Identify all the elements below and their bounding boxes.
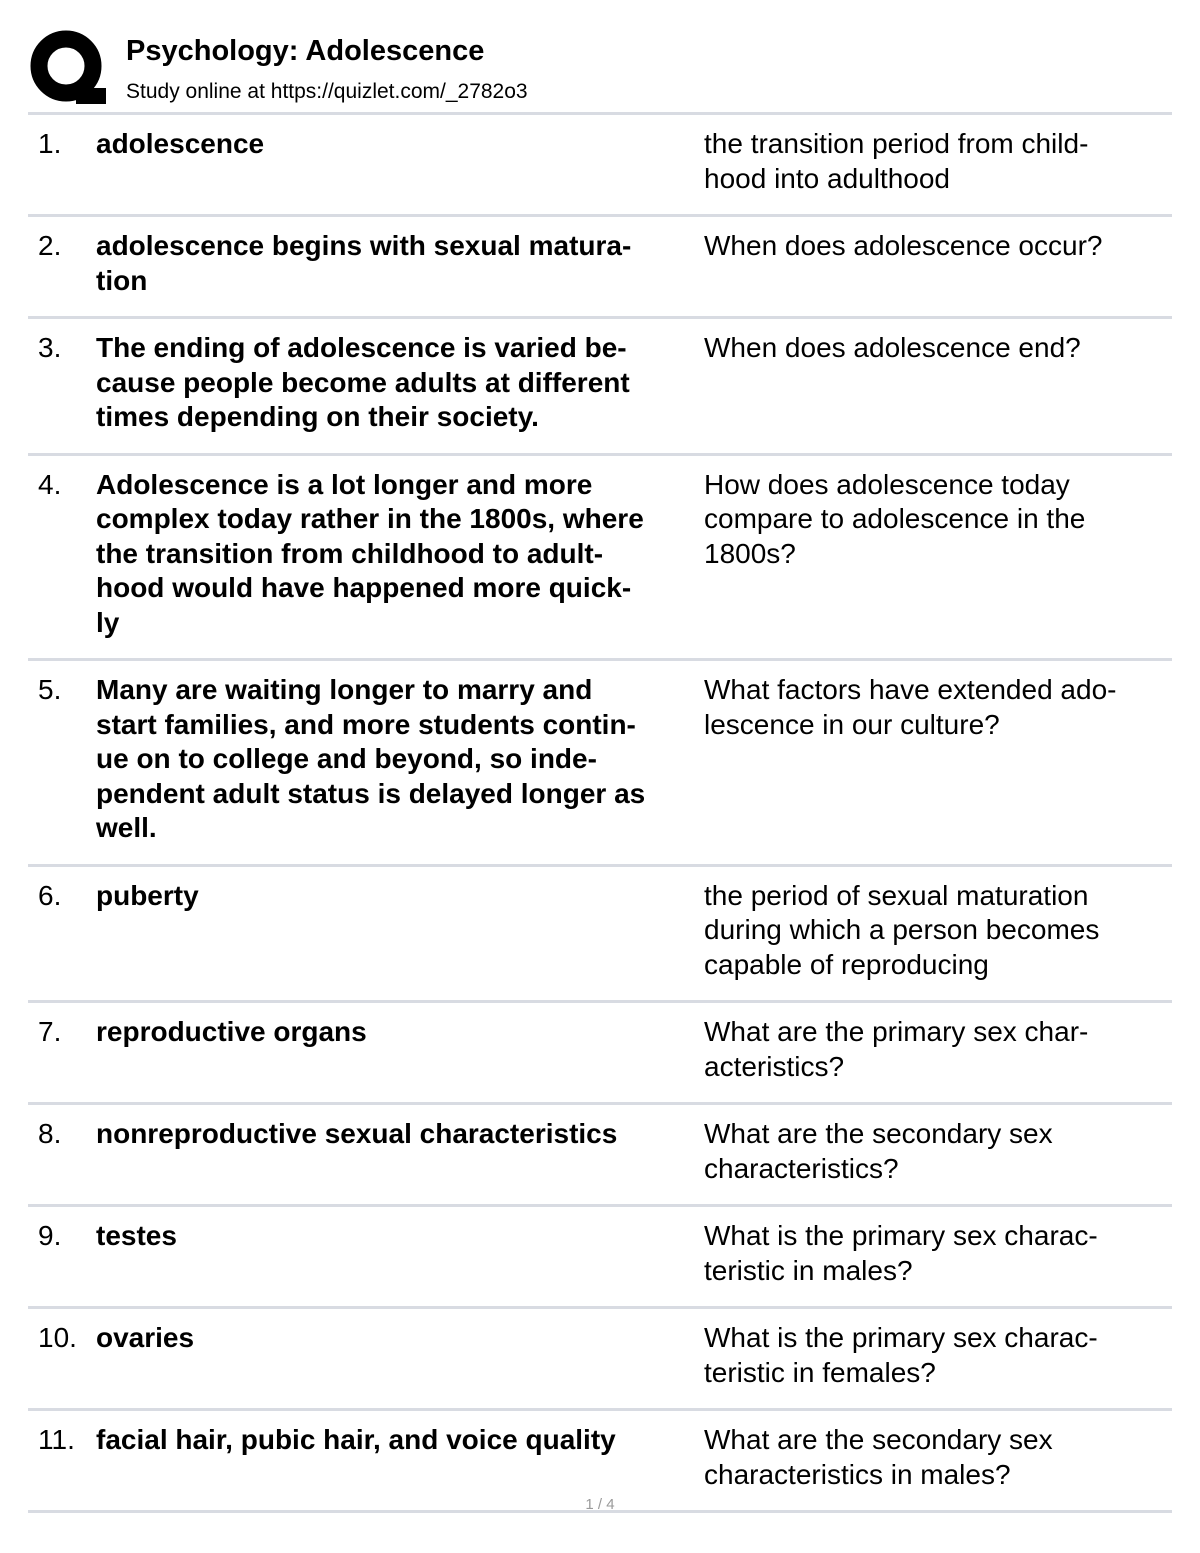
- flashcard-row: [28, 661, 1172, 867]
- flashcard-row: [28, 1309, 1172, 1411]
- card-definition: What are the secondary sex characteristics?: [704, 1118, 1053, 1184]
- page-title: Psychology: Adolescence: [126, 35, 485, 67]
- card-term: Many are waiting longer to marry and start families, and more students contin- ue on to college and beyond, so inde- pendent adult status is delayed longer as well.: [96, 674, 646, 843]
- card-number: 10.: [38, 1322, 77, 1353]
- study-online-link-text: Study online at https://quizlet.com/_2782o3: [126, 80, 528, 103]
- card-term: adolescence: [96, 128, 265, 159]
- card-term: Adolescence is a lot longer and more complex today rather in the 1800s, where the transition from childhood to adult- hood would have happened more quick- ly: [96, 468, 644, 638]
- quizlet-q-logo-icon: [30, 30, 106, 106]
- card-term: reproductive organs: [96, 1016, 367, 1047]
- page-indicator: 1 / 4: [585, 1496, 615, 1513]
- document-header: [28, 28, 1172, 112]
- card-number: 8.: [38, 1118, 62, 1149]
- card-term: adolescence begins with sexual matura- tion: [96, 230, 632, 296]
- flashcard-row: [28, 115, 1172, 217]
- flashcard-row: [28, 1105, 1172, 1207]
- card-term: testes: [96, 1220, 177, 1251]
- card-number: 7.: [38, 1016, 62, 1047]
- card-definition: When does adolescence occur?: [704, 230, 1103, 261]
- card-term: puberty: [96, 879, 199, 911]
- card-term: facial hair, pubic hair, and voice quality: [96, 1424, 616, 1455]
- flashcard-row: [28, 217, 1172, 319]
- card-definition: What are the primary sex char- acteristics?: [704, 1016, 1089, 1082]
- card-definition: the period of sexual maturation during which a person becomes capable of reproducing: [704, 879, 1100, 980]
- flashcard-row: [28, 319, 1172, 456]
- card-definition: What is the primary sex charac- teristic in females?: [704, 1322, 1098, 1388]
- card-number: 2.: [38, 230, 62, 261]
- card-definition: When does adolescence end?: [704, 332, 1081, 363]
- card-number: 4.: [38, 468, 62, 500]
- card-definition: What are the secondary sex characteristics in males?: [704, 1424, 1053, 1490]
- card-term: The ending of adolescence is varied be- cause people become adults at different times depending on their society.: [96, 332, 630, 432]
- flashcard-row: [28, 1207, 1172, 1309]
- flashcard-row: [28, 1003, 1172, 1105]
- flashcard-row: [28, 456, 1172, 662]
- card-definition: What factors have extended ado- lescence in our culture?: [704, 674, 1117, 740]
- card-number: 1.: [38, 128, 62, 159]
- card-definition: the transition period from child- hood into adulthood: [704, 128, 1089, 194]
- card-term: ovaries: [96, 1322, 195, 1353]
- flashcard-row: [28, 867, 1172, 1004]
- flashcard-list: [28, 112, 1172, 1513]
- card-number: 9.: [38, 1220, 62, 1251]
- card-number: 3.: [38, 332, 62, 363]
- card-definition: How does adolescence today compare to adolescence in the 1800s?: [704, 468, 1086, 569]
- card-term: nonreproductive sexual characteristics: [96, 1118, 618, 1149]
- card-definition: What is the primary sex charac- teristic in males?: [704, 1220, 1098, 1286]
- card-number: 11.: [38, 1424, 75, 1455]
- card-number: 5.: [38, 674, 62, 705]
- card-number: 6.: [38, 879, 62, 911]
